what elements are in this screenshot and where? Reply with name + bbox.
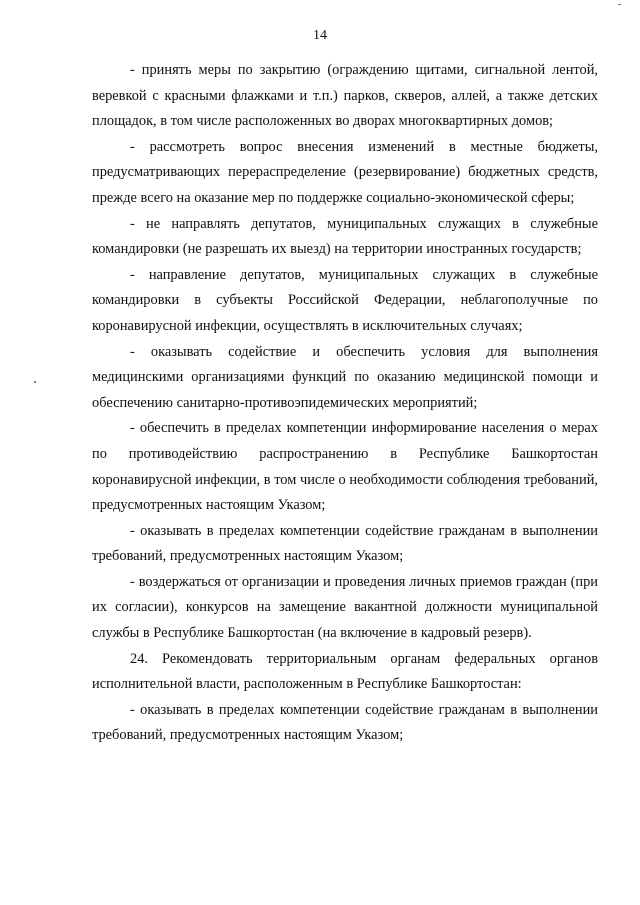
paragraph-budgets: - рассмотреть вопрос внесения изменений в местные бюджеты, предусматривающих перераспределение (резервирование) бюджетных средств, прежде всего на оказание мер по поддержке социально-экономической сферы; <box>92 138 598 206</box>
paragraph-parks: - принять меры по закрытию (ограждению щитами, сигнальной лентой, веревкой с красными флажками и т.п.) парков, скверов, аллей, а также детских площадок, в том числе расположенных во дворах многоквартирных домов; <box>92 62 598 130</box>
paragraph-informing: - обеспечить в пределах компетенции информирование населения о мерах по противодействию распространению в Республике Башкортостан коронавирусной инфекции, в том числе о необходимости соблюдения требований, предусмотренных настоящим Указом; <box>92 420 598 514</box>
paragraph-item-24: 24. Рекомендовать территориальным органам федеральных органов исполнительной власти, расположенным в Республике Башкортостан: <box>92 650 598 693</box>
paragraph-foreign-trips: - не направлять депутатов, муниципальных служащих в служебные командировки (не разрешать их выезд) на территории иностранных государств; <box>92 215 598 258</box>
paragraph-receptions: - воздержаться от организации и проведения личных приемов граждан (при их согласии), конкурсов на замещение вакантной должности муниципальной службы в Республике Башкортостан (на включение в кадровый резерв). <box>92 573 598 642</box>
paragraph-assist-citizens: - оказывать в пределах компетенции содействие гражданам в выполнении требований, предусмотренных настоящим Указом; <box>92 522 598 565</box>
page-number: 14 <box>313 28 327 43</box>
paragraph-federal-assist: - оказывать в пределах компетенции содействие гражданам в выполнении требований, предусмотренных настоящим Указом; <box>92 701 598 744</box>
scan-dot <box>34 381 36 383</box>
paragraph-domestic-trips: - направление депутатов, муниципальных служащих в служебные командировки в субъекты Российской Федерации, неблагополучные по коронавирусной инфекции, осуществлять в исключительных случаях; <box>92 266 598 334</box>
document-body <box>92 58 598 749</box>
paragraph-medical-support: - оказывать содействие и обеспечить условия для выполнения медицинскими организациями функций по оказанию медицинской помощи и обеспечению санитарно-противоэпидемических мероприятий; <box>92 343 598 411</box>
scan-mark <box>618 4 621 5</box>
